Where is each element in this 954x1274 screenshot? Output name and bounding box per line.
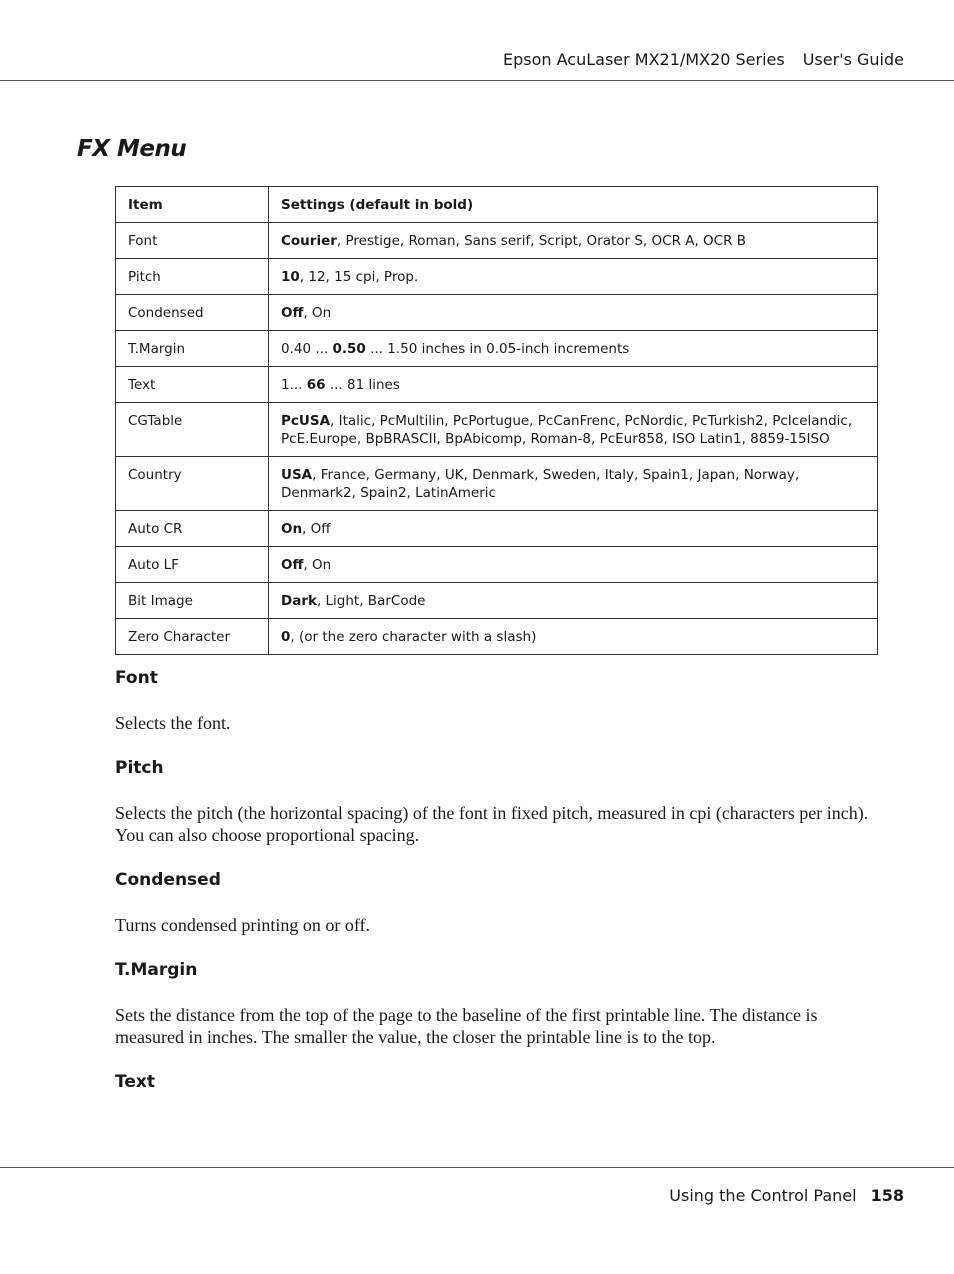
row-settings: 0, (or the zero character with a slash) — [269, 619, 878, 655]
row-item: Zero Character — [116, 619, 269, 655]
row-item: CGTable — [116, 403, 269, 457]
page-footer — [669, 1186, 904, 1205]
header-guide: User's Guide — [802, 50, 904, 69]
font-description: Selects the font. — [115, 713, 231, 733]
condensed-description: Turns condensed printing on or off. — [115, 915, 370, 935]
default-value: Off — [281, 557, 304, 573]
pitch-description: Selects the pitch (the horizontal spacing) of the font in fixed pitch, measured in cpi (characters per inch). You can also choose proportional spacing. — [115, 803, 869, 845]
footer-rule — [0, 1167, 954, 1168]
default-value: USA — [281, 467, 313, 483]
table-header-row — [116, 187, 878, 223]
row-item: Pitch — [116, 259, 269, 295]
row-item: Text — [116, 367, 269, 403]
row-settings: Off, On — [269, 547, 878, 583]
row-settings: Courier, Prestige, Roman, Sans serif, Script, Orator S, OCR A, OCR B — [269, 223, 878, 259]
table-row — [116, 367, 878, 403]
row-item: Condensed — [116, 295, 269, 331]
text-heading: Text — [115, 1072, 155, 1092]
default-value: 0 — [281, 629, 291, 645]
condensed-heading: Condensed — [115, 870, 221, 890]
row-settings: 0.40 ... 0.50 ... 1.50 inches in 0.05-inch increments — [269, 331, 878, 367]
column-header-settings: Settings (default in bold) — [269, 187, 878, 223]
table-row — [116, 583, 878, 619]
row-item: Bit Image — [116, 583, 269, 619]
table-row — [116, 547, 878, 583]
table-row — [116, 457, 878, 511]
default-value: 10 — [281, 269, 300, 285]
row-settings: 1... 66 ... 81 lines — [269, 367, 878, 403]
row-item: Country — [116, 457, 269, 511]
table-row — [116, 331, 878, 367]
row-item: Font — [116, 223, 269, 259]
section-title: FX Menu — [77, 136, 187, 162]
default-value: PcUSA — [281, 413, 331, 429]
table-row — [116, 295, 878, 331]
row-settings: Dark, Light, BarCode — [269, 583, 878, 619]
table-row — [116, 511, 878, 547]
row-settings: 10, 12, 15 cpi, Prop. — [269, 259, 878, 295]
tmargin-heading: T.Margin — [115, 960, 198, 980]
default-value: Off — [281, 305, 304, 321]
column-header-item: Item — [116, 187, 269, 223]
row-settings: PcUSA, Italic, PcMultilin, PcPortugue, PcCanFrenc, PcNordic, PcTurkish2, PcIcelandic, PcE.Europe, BpBRASCII, BpAbicomp, Roman-8, PcEur858, ISO Latin1, 8859-15ISO — [269, 403, 878, 457]
row-item: Auto CR — [116, 511, 269, 547]
row-settings: On, Off — [269, 511, 878, 547]
default-value: Dark — [281, 593, 317, 609]
header-rule — [0, 80, 954, 81]
table-row — [116, 259, 878, 295]
page-number: 158 — [870, 1186, 904, 1205]
pitch-heading: Pitch — [115, 758, 164, 778]
tmargin-description: Sets the distance from the top of the page to the baseline of the first printable line. The distance is measured in inches. The smaller the value, the closer the printable line is to the top. — [115, 1005, 818, 1047]
table-row — [116, 223, 878, 259]
footer-chapter: Using the Control Panel — [669, 1186, 857, 1205]
page-header — [503, 50, 904, 69]
header-product: Epson AcuLaser MX21/MX20 Series — [503, 50, 785, 69]
row-settings: USA, France, Germany, UK, Denmark, Sweden, Italy, Spain1, Japan, Norway, Denmark2, Spain2, LatinAmeric — [269, 457, 878, 511]
fx-menu-table — [115, 186, 878, 655]
font-heading: Font — [115, 668, 158, 688]
default-value: 66 — [306, 377, 326, 393]
row-settings: Off, On — [269, 295, 878, 331]
default-value: Courier — [281, 233, 337, 249]
table-row — [116, 619, 878, 655]
default-value: On — [281, 521, 303, 537]
default-value: 0.50 — [332, 341, 366, 357]
row-item: Auto LF — [116, 547, 269, 583]
table-row — [116, 403, 878, 457]
row-item: T.Margin — [116, 331, 269, 367]
